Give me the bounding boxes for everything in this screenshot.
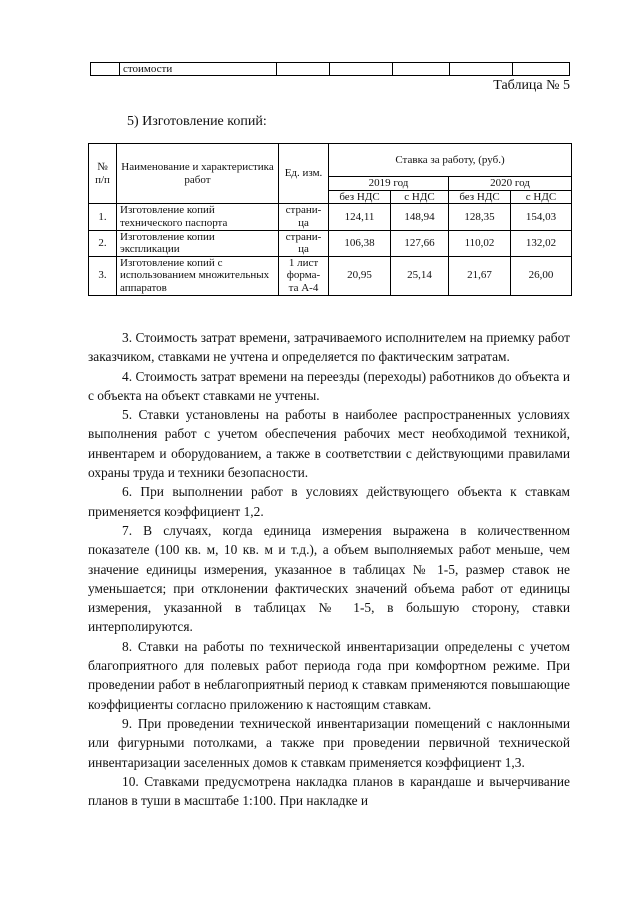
row-value: 128,35 [449,204,511,230]
header-year-2019: 2019 год [329,177,449,191]
row-unit: страни-ца [279,204,329,230]
row-value: 25,14 [391,256,449,295]
note-paragraph: 8. Ставки на работы по технической инвентаризации определены с учетом благоприятного для полевых работ периода года при комфортном режиме. При проведении работ в неблагоприятный период к ставкам применяются повышающие коэффициенты согласно приложению к настоящим ставкам. [88,638,570,712]
row-value: 26,00 [511,256,572,295]
note-paragraph: 5. Ставки установлены на работы в наиболее распространенных условиях выполнения работ с учетом обеспечения рабочих мест необходимой техникой, инвентарем и оборудованием, а также в соответствии с действующими правилами охраны труда и техники безопасности. [88,407,570,481]
table-row [89,230,572,256]
table-cell [450,63,513,76]
row-num: 2. [89,230,117,256]
note-paragraph: 6. При выполнении работ в условиях действующего объекта к ставкам применяется коэффициент 1,2. [88,484,570,519]
row-value: 110,02 [449,230,511,256]
table-cell [513,63,570,76]
row-value: 21,67 [449,256,511,295]
table-header-row [89,144,572,177]
note-paragraph: 4. Стоимость затрат времени на переезды (переходы) работников до объекта и с объекта на объект ставками не учтены. [88,368,570,403]
note-paragraph: 7. В случаях, когда единица измерения выражена в количественном показателе (100 кв. м, 10 кв. м и т.д.), а объем выполняемых работ меньше, чем значение единицы измерения, указанное в таблицах № 1-5, размер ставок не уменьшается; при отклонении фактических значений объема работ от единицы измерения, указанной в таблицах № 1-5, в большую сторону, ставки интерполируются. [88,522,570,635]
table-cell [91,63,120,76]
header-with-vat: с НДС [511,190,572,204]
table-cell [330,63,393,76]
row-num: 1. [89,204,117,230]
header-no-vat: без НДС [329,190,391,204]
rates-table [88,143,572,296]
row-unit: 1 лист форма-та А-4 [279,256,329,295]
header-rate: Ставка за работу, (руб.) [329,144,572,177]
note-paragraph: 3. Стоимость затрат времени, затрачиваемого исполнителем на приемку работ заказчиком, ставками не учтена и определяется по фактическим затратам. [88,330,570,365]
row-value: 124,11 [329,204,391,230]
section-heading: 5) Изготовление копий: [127,114,267,129]
notes-section [88,328,570,810]
row-name: Изготовление копии экспликации [117,230,279,256]
header-name: Наименование и характеристика работ [117,144,279,204]
header-with-vat: с НДС [391,190,449,204]
row-value: 148,94 [391,204,449,230]
header-num: № п/п [89,144,117,204]
note-paragraph: 9. При проведении технической инвентаризации помещений с наклонными или фигурными потолками, а также при проведении первичной технической инвентаризации заселенных домов к ставкам применяется коэффициент 1,3. [88,715,570,770]
row-value: 106,38 [329,230,391,256]
header-no-vat: без НДС [449,190,511,204]
row-value: 154,03 [511,204,572,230]
table-cell: стоимости [120,63,277,76]
row-name: Изготовление копий с использованием множительных аппаратов [117,256,279,295]
row-name: Изготовление копий технического паспорта [117,204,279,230]
table-row [89,256,572,295]
table-row [91,63,570,76]
table-cell [277,63,330,76]
row-value: 132,02 [511,230,572,256]
note-paragraph: 10. Ставками предусмотрена накладка планов в карандаше и вычерчивание планов в туши в масштабе 1:100. При накладке и [88,773,570,809]
row-num: 3. [89,256,117,295]
row-unit: страни-ца [279,230,329,256]
continued-table-fragment [90,62,570,76]
header-unit: Ед. изм. [279,144,329,204]
header-year-2020: 2020 год [449,177,572,191]
table-row [89,204,572,230]
row-value: 20,95 [329,256,391,295]
table-caption: Таблица № 5 [493,78,570,93]
row-value: 127,66 [391,230,449,256]
table-cell [393,63,450,76]
